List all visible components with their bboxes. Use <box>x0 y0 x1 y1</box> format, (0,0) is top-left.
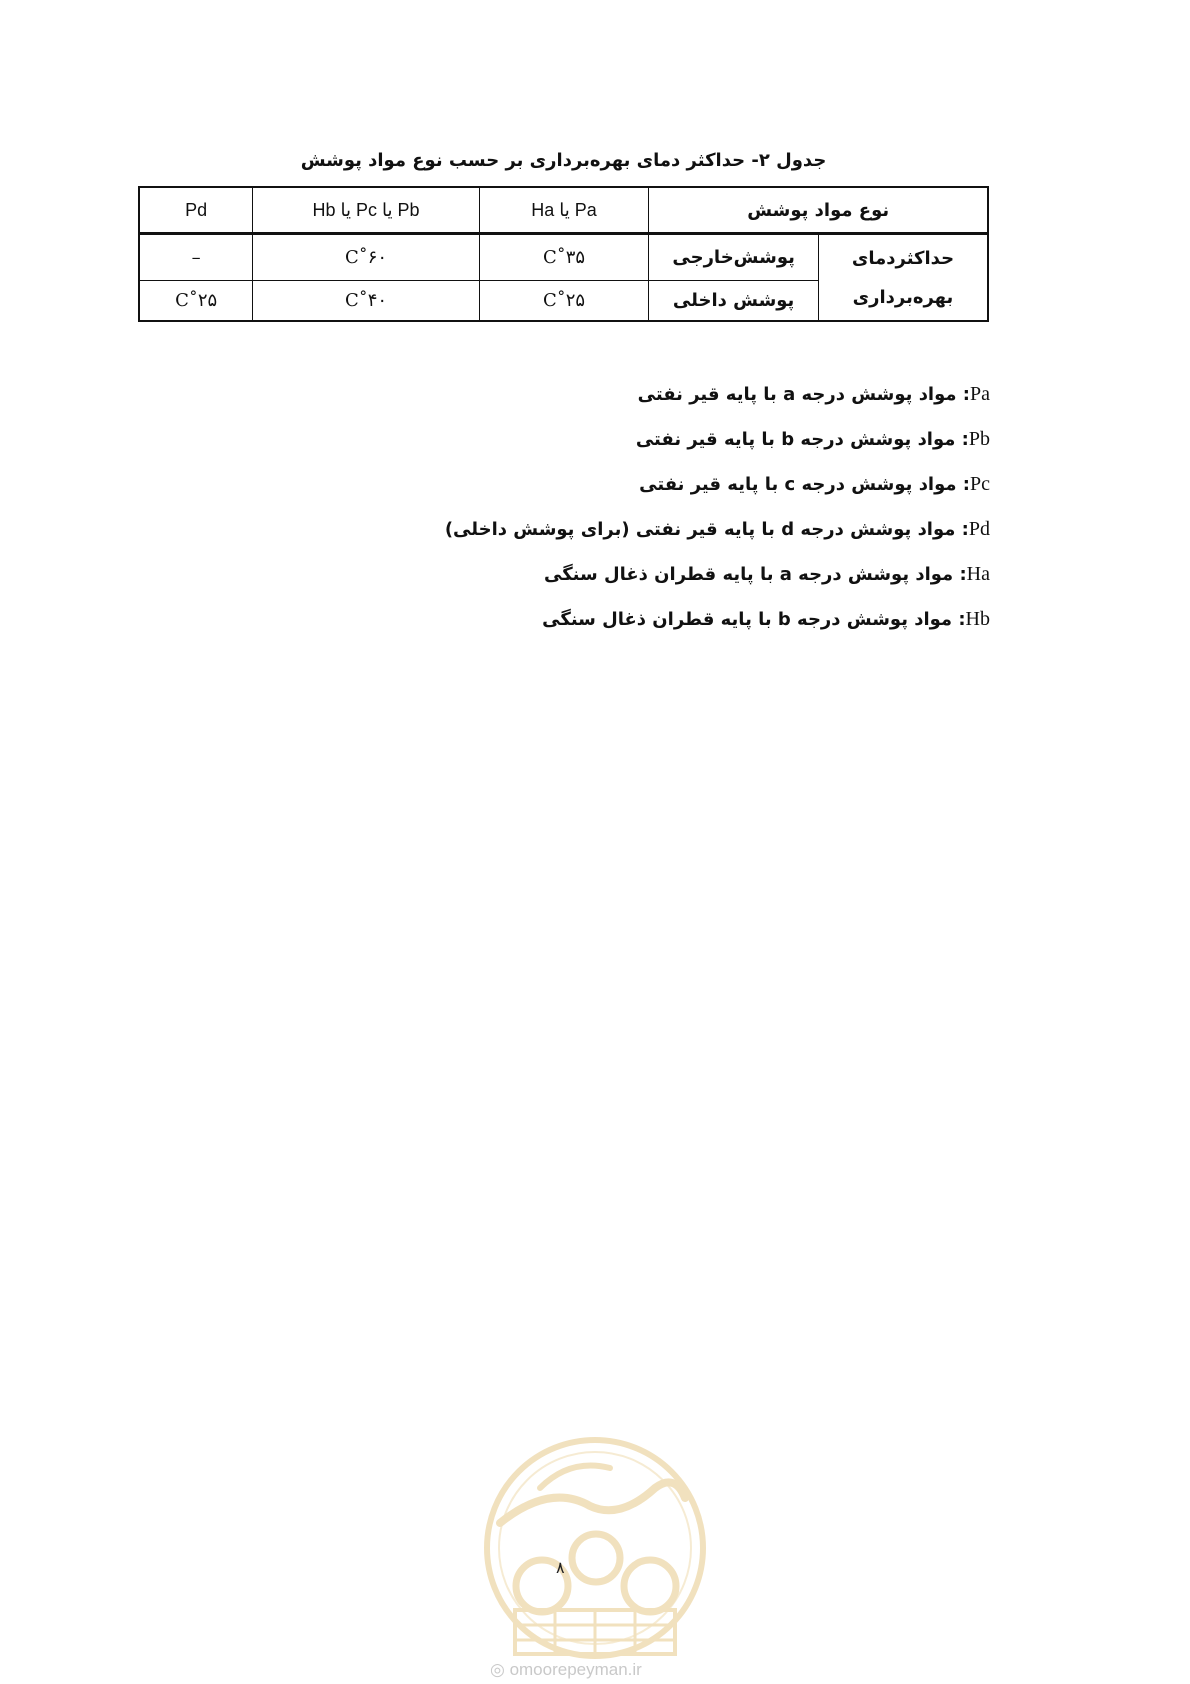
cell-internal-pa-ha: ۲۵˚C <box>479 280 649 321</box>
row-label-internal: پوشش داخلی <box>649 280 819 321</box>
list-item: Pb: مواد پوشش درجه b با پایه قیر نفتی <box>635 428 990 450</box>
header-pb-pc-hb: Pb یا Pc یا Hb <box>253 187 479 234</box>
cell-internal-pb-pc-hb: ۴۰˚C <box>253 280 479 321</box>
list-item: Pd: مواد پوشش درجه d با پایه قیر نفتی (برای پوشش داخلی) <box>444 518 990 540</box>
watermark-logo <box>480 1428 710 1678</box>
page-number: ۸ <box>556 1558 565 1577</box>
header-pa-ha: Pa یا Ha <box>479 187 649 234</box>
watermark-site: ◎ omoorepeyman.ir <box>490 1660 642 1679</box>
list-item: Ha: مواد پوشش درجه a با پایه قطران ذغال سنگی <box>544 563 990 585</box>
list-item: Pa: مواد پوشش درجه a با پایه قیر نفتی <box>637 383 990 405</box>
max-temperature-table <box>138 186 989 322</box>
cell-external-pd: – <box>139 234 253 281</box>
table-row <box>139 234 988 281</box>
row-label-external: پوشش‌خارجی <box>649 234 819 281</box>
cell-internal-pd: ۲۵˚C <box>139 280 253 321</box>
row-group-label <box>818 234 988 321</box>
row-group-label-line1: حداکثردمای <box>851 247 955 269</box>
list-item: Hb: مواد پوشش درجه b با پایه قطران ذغال سنگی <box>542 608 990 630</box>
table-caption: جدول ۲- حداکثر دمای بهره‌برداری بر حسب نوع مواد پوشش <box>300 150 827 171</box>
list-item: Pc: مواد پوشش درجه c با پایه قیر نفتی <box>639 473 990 495</box>
header-coating-type: نوع مواد پوشش <box>649 187 988 234</box>
row-group-label-line2: بهره‌برداری <box>852 286 954 308</box>
cell-external-pb-pc-hb: ۶۰˚C <box>253 234 479 281</box>
table-header-row <box>139 187 988 234</box>
cell-external-pa-ha: ۳۵˚C <box>479 234 649 281</box>
abbreviation-legend <box>290 372 990 642</box>
header-pd: Pd <box>139 187 253 234</box>
